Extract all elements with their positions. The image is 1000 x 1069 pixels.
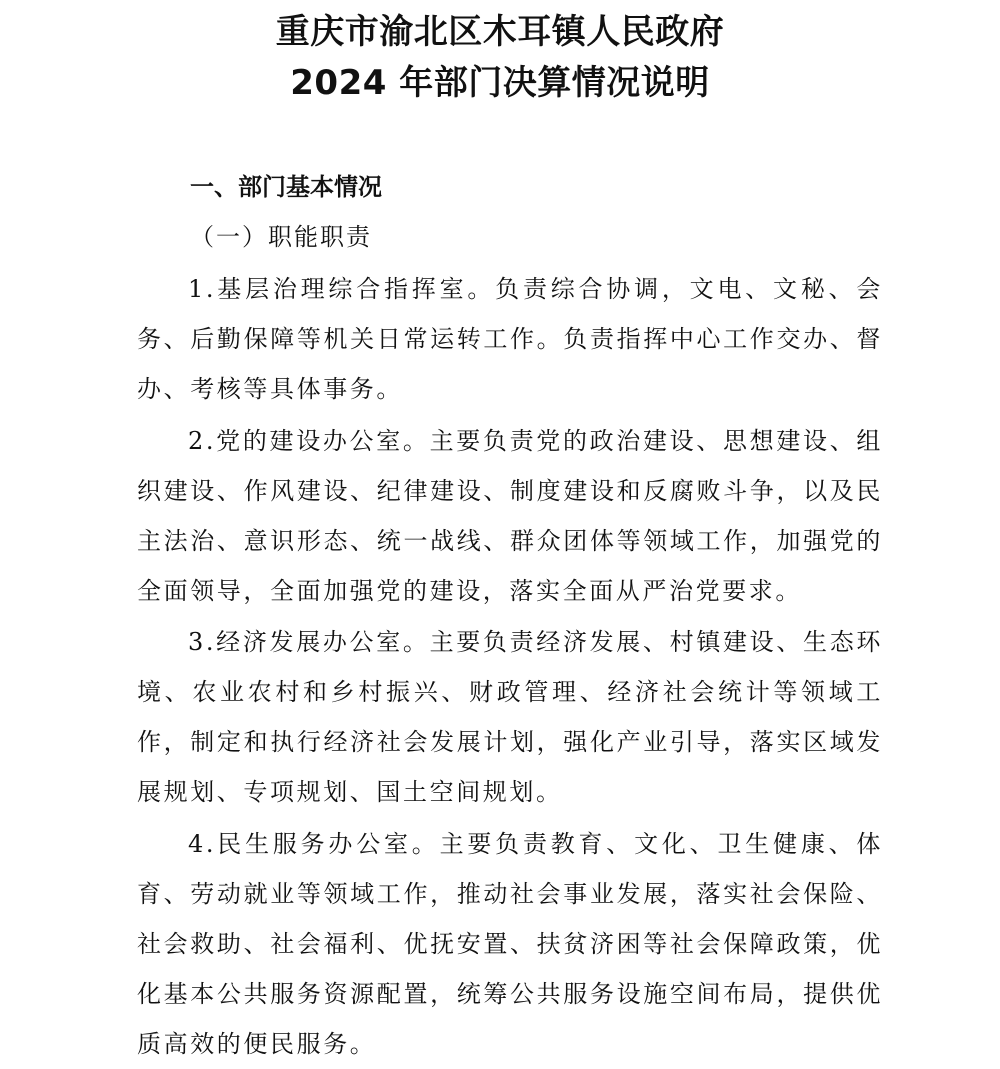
subsection-heading: （一）职能职责 xyxy=(190,223,372,251)
paragraph-4: 4.民生服务办公室。主要负责教育、文化、卫生健康、体育、劳动就业等领域工作，推动社会事业发展，落实社会保险、社会救助、社会福利、优抚安置、扶贫济困等社会保障政策，优化基本公共服务资源配置，统筹公共服务设施空间布局，提供优质高效的便民服务。 xyxy=(137,830,883,1058)
document-title-line-2: 2024 年部门决算情况说明 xyxy=(290,63,710,103)
paragraph-3: 3.经济发展办公室。主要负责经济发展、村镇建设、生态环境、农业农村和乡村振兴、财政管理、经济社会统计等领域工作，制定和执行经济社会发展计划，强化产业引导，落实区域发展规划、专项规划、国土空间规划。 xyxy=(137,628,883,806)
paragraph-2: 2.党的建设办公室。主要负责党的政治建设、思想建设、组织建设、作风建设、纪律建设、制度建设和反腐败斗争，以及民主法治、意识形态、统一战线、群众团体等领域工作，加强党的全面领导，全面加强党的建设，落实全面从严治党要求。 xyxy=(137,427,883,605)
paragraph-1: 1.基层治理综合指挥室。负责综合协调，文电、文秘、会务、后勤保障等机关日常运转工作。负责指挥中心工作交办、督办、考核等具体事务。 xyxy=(137,275,883,403)
section-heading: 一、部门基本情况 xyxy=(190,173,382,201)
document-title-line-1: 重庆市渝北区木耳镇人民政府 xyxy=(275,12,725,52)
